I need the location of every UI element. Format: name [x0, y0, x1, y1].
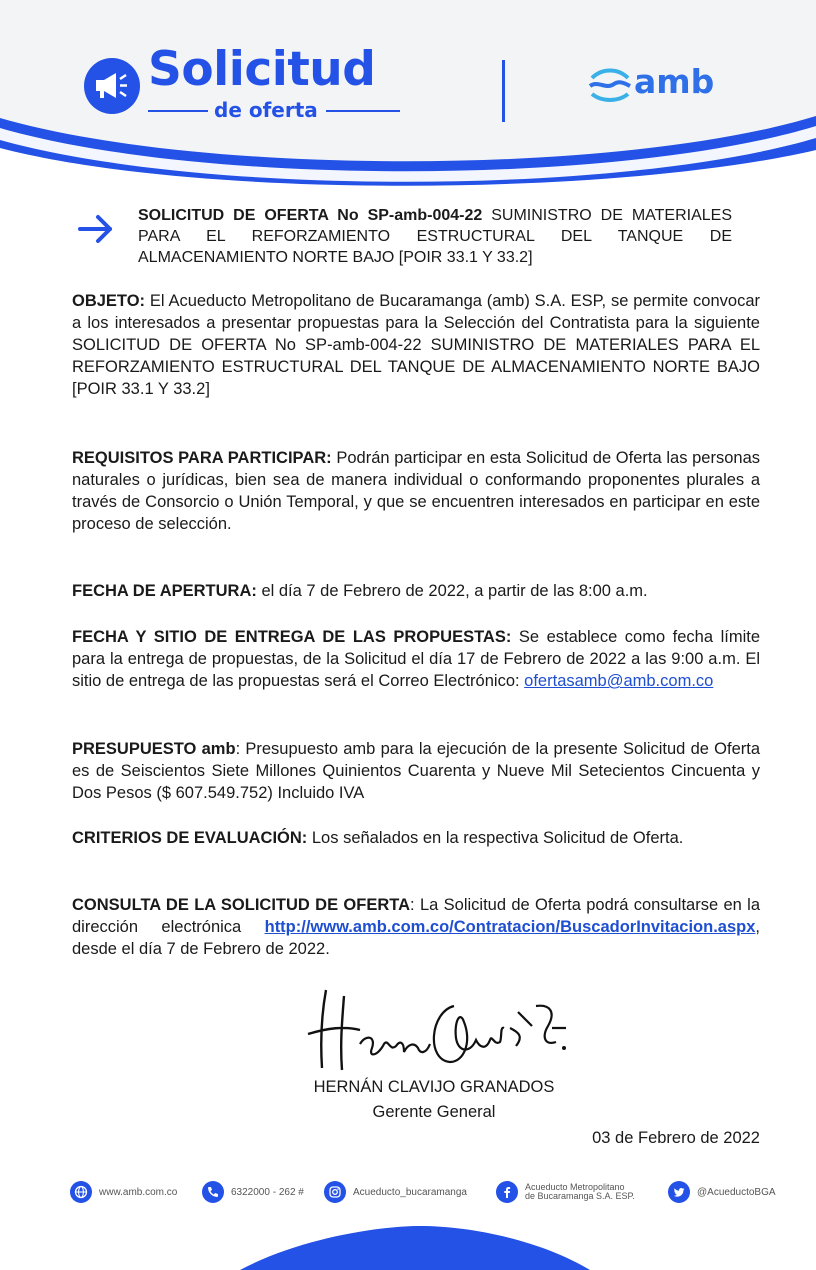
section-label: PRESUPUESTO amb [72, 740, 236, 758]
footer-facebook-line1: Acueducto Metropolitano [525, 1182, 625, 1192]
footer-facebook-text [525, 1183, 635, 1201]
section-label: OBJETO: [72, 292, 146, 310]
logo-line-right [326, 110, 400, 112]
footer-web-text: www.amb.com.co [99, 1186, 178, 1198]
logo-subtitle: de oferta [214, 98, 318, 122]
footer-instagram[interactable] [324, 1178, 467, 1206]
footer-facebook-line2: de Bucaramanga S.A. ESP. [525, 1191, 635, 1201]
footer-twitter[interactable] [668, 1178, 776, 1206]
title-bold: SOLICITUD DE OFERTA No SP-amb-004-22 [138, 207, 483, 224]
amb-brand: amb [634, 62, 715, 101]
water-wave-icon [588, 64, 632, 104]
twitter-icon [668, 1181, 690, 1203]
handwritten-signature [304, 982, 574, 1082]
section-entrega [72, 626, 760, 692]
section-text: : Presupuesto amb para la ejecución de la presente Solicitud de Oferta es de Seiscientos Siete Millones Quinientos Cuarenta y Nueve Mil Setecientos Cincuenta y Dos Pesos ($ 607.549.752) Incluido IVA [72, 740, 761, 802]
footer-twitter-text: @AcueductoBGA [697, 1186, 776, 1198]
bottom-wave [0, 1220, 816, 1270]
footer-contacts [70, 1178, 790, 1208]
section-requisitos [72, 447, 760, 535]
section-text: El Acueducto Metropolitano de Bucaramanga (amb) S.A. ESP, se permite convocar a los interesados a presentar propuestas para la Selección del Contratista para la siguiente SOLICITUD DE OFERTA No SP-amb-004-22 SUMINISTRO DE MATERIALES PARA EL REFORZAMIENTO ESTRUCTURAL DEL TANQUE DE ALMACENAMIENTO NORTE BAJO [POIR 33.1 Y 33.2] [72, 292, 760, 398]
megaphone-icon [84, 58, 140, 114]
section-consulta [72, 894, 760, 960]
footer-instagram-text: Acueducto_bucaramanga [353, 1186, 467, 1198]
section-label: CONSULTA DE LA SOLICITUD DE OFERTA [72, 896, 411, 914]
title-rest: SUMINISTRO DE MATERIALES PARA EL REFORZAMIENTO ESTRUCTURAL DEL TANQUE DE ALMACENAMIENTO NORTE BAJO [POIR 33.1 Y 33.2] [138, 207, 732, 266]
logo-line-left [148, 110, 208, 112]
email-link[interactable]: ofertasamb@amb.com.co [524, 672, 714, 690]
section-text: Podrán participar en esta Solicitud de Oferta las personas naturales o jurídicas, bien sea de manera individual o conformando proponentes plurales a través de Consorcio o Unión Temporal, y que se encuentren interesados en participar en este proceso de selección. [72, 449, 761, 533]
section-text: el día 7 de Febrero de 2022, a partir de las 8:00 a.m. [256, 582, 648, 600]
signer-name: HERNÁN CLAVIJO GRANADOS [313, 1078, 555, 1096]
section-text-after: , desde el día 7 de Febrero de 2022. [72, 918, 760, 958]
arrow-right-icon [78, 214, 114, 244]
facebook-icon [496, 1181, 518, 1203]
phone-icon [202, 1181, 224, 1203]
section-label: REQUISITOS PARA PARTICIPAR: [72, 449, 332, 467]
section-criterios [72, 827, 760, 849]
signer-role: Gerente General [372, 1103, 496, 1121]
amb-logo [588, 64, 728, 104]
section-label: FECHA DE APERTURA: [72, 582, 257, 600]
section-label: FECHA Y SITIO DE ENTREGA DE LAS PROPUESTAS: [72, 628, 512, 646]
section-label: CRITERIOS DE EVALUACIÓN: [72, 829, 308, 847]
section-text: : La Solicitud de Oferta podrá consultarse en la dirección electrónica [72, 896, 760, 936]
instagram-icon [324, 1181, 346, 1203]
document-title [138, 205, 732, 268]
footer-web[interactable] [70, 1178, 177, 1206]
header-divider [502, 60, 505, 122]
logo-title: Solicitud [148, 42, 376, 97]
document-date: 03 de Febrero de 2022 [592, 1129, 760, 1147]
section-text: Los señalados en la respectiva Solicitud de Oferta. [307, 829, 684, 847]
consulta-url-link[interactable]: http://www.amb.com.co/Contratacion/BuscadorInvitacion.aspx [264, 918, 756, 936]
section-presupuesto [72, 738, 760, 804]
section-text: Se establece como fecha límite para la entrega de propuestas, de la Solicitud el día 17 de Febrero de 2022 a las 9:00 a.m. El sitio de entrega de las propuestas será el Correo Electrónico: [72, 628, 760, 690]
globe-icon [70, 1181, 92, 1203]
footer-phone[interactable] [202, 1178, 304, 1206]
footer-phone-text: 6322000 - 262 # [231, 1186, 304, 1198]
section-objeto [72, 290, 760, 400]
solicitud-logo [84, 42, 414, 128]
footer-facebook[interactable] [496, 1178, 635, 1206]
section-apertura [72, 580, 760, 602]
